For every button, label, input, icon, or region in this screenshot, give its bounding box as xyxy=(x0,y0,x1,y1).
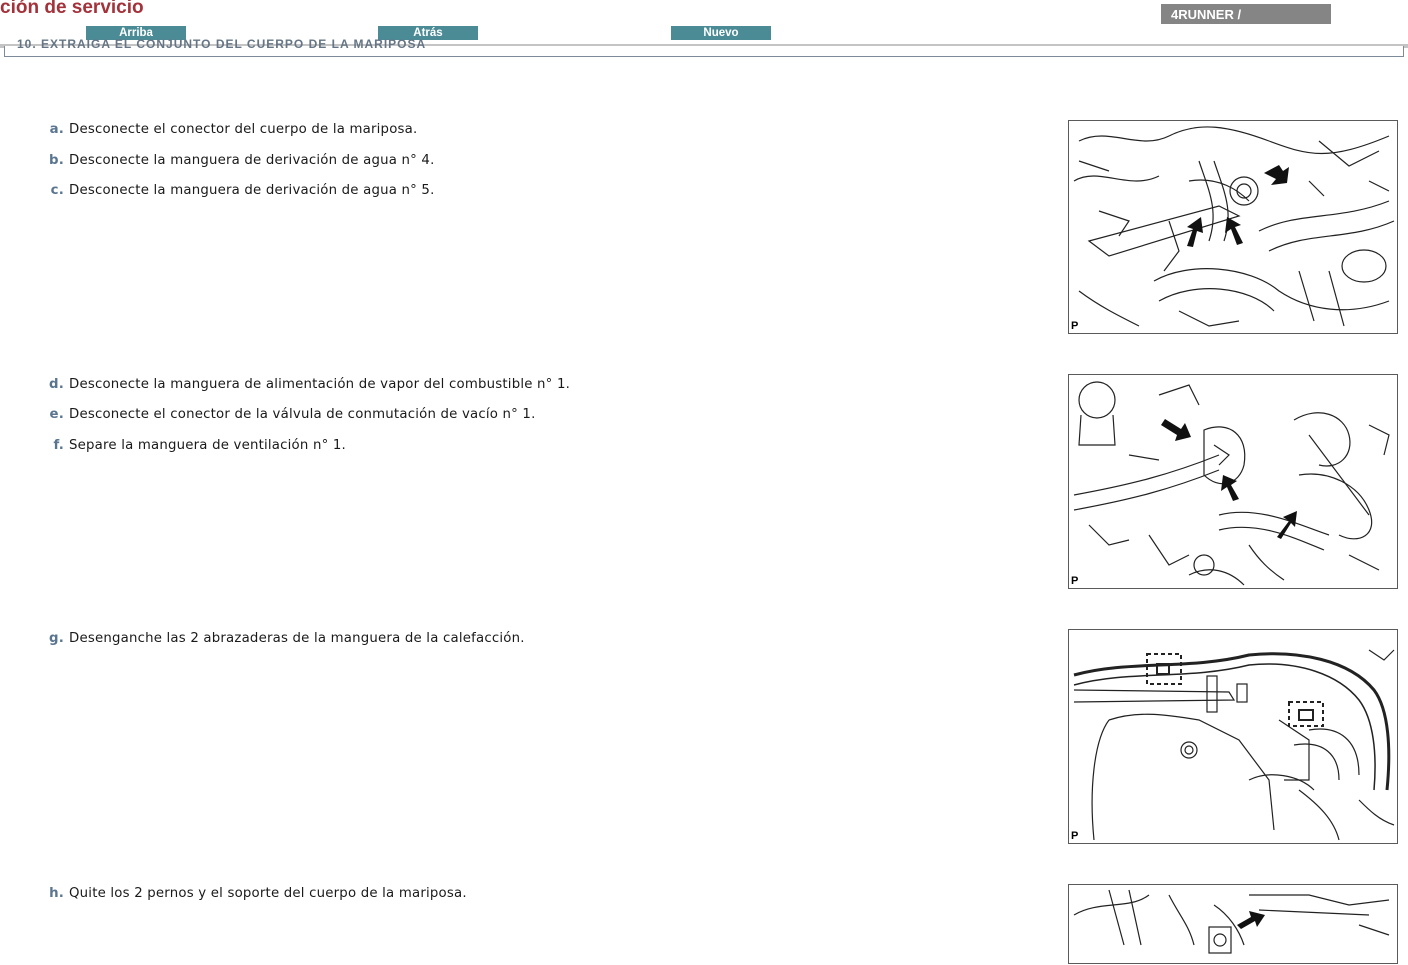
step-letter: e. xyxy=(49,407,64,422)
back-button[interactable]: Atrás xyxy=(378,26,478,40)
page-title: ción de servicio xyxy=(0,0,144,18)
step-h xyxy=(40,886,467,901)
step-e xyxy=(40,407,536,422)
step-d xyxy=(40,377,570,392)
figure-3 xyxy=(1068,629,1398,844)
engine-illustration-icon xyxy=(1069,630,1399,845)
step-a xyxy=(40,122,417,137)
step-text: Desconecte la manguera de derivación de agua n° 4. xyxy=(69,153,435,168)
step-text: Desconecte la manguera de alimentación de vapor del combustible n° 1. xyxy=(69,377,571,392)
step-text: Desconecte el conector del cuerpo de la mariposa. xyxy=(69,122,418,137)
figure-1 xyxy=(1068,120,1398,334)
step-g xyxy=(40,631,525,646)
engine-illustration-icon xyxy=(1069,885,1399,965)
model-badge: 4RUNNER / xyxy=(1161,4,1331,24)
step-letter: c. xyxy=(50,183,64,198)
step-letter: f. xyxy=(53,438,64,453)
figure-label: P xyxy=(1071,320,1079,332)
section-frame xyxy=(4,37,1404,57)
step-b xyxy=(40,153,435,168)
step-text: Desenganche las 2 abrazaderas de la manguera de la calefacción. xyxy=(69,631,525,646)
figure-label: P xyxy=(1071,830,1079,842)
up-button[interactable]: Arriba xyxy=(86,26,186,40)
figure-label: P xyxy=(1071,575,1079,587)
figure-2 xyxy=(1068,374,1398,589)
step-text: Desconecte la manguera de derivación de agua n° 5. xyxy=(69,183,435,198)
step-letter: b. xyxy=(49,153,64,168)
new-button[interactable]: Nuevo xyxy=(671,26,771,40)
step-letter: a. xyxy=(49,122,64,137)
step-text: Desconecte el conector de la válvula de conmutación de vacío n° 1. xyxy=(69,407,536,422)
step-letter: g. xyxy=(49,631,64,646)
step-text: Quite los 2 pernos y el soporte del cuerpo de la mariposa. xyxy=(69,886,467,901)
section-heading: 10. EXTRAIGA EL CONJUNTO DEL CUERPO DE LA MARIPOSA xyxy=(17,37,427,51)
step-text: Separe la manguera de ventilación n° 1. xyxy=(69,438,346,453)
step-letter: d. xyxy=(49,377,64,392)
step-f xyxy=(40,438,346,453)
step-c xyxy=(40,183,435,198)
figure-4 xyxy=(1068,884,1398,964)
engine-illustration-icon xyxy=(1069,375,1399,590)
engine-illustration-icon xyxy=(1069,121,1399,335)
step-letter: h. xyxy=(49,886,64,901)
